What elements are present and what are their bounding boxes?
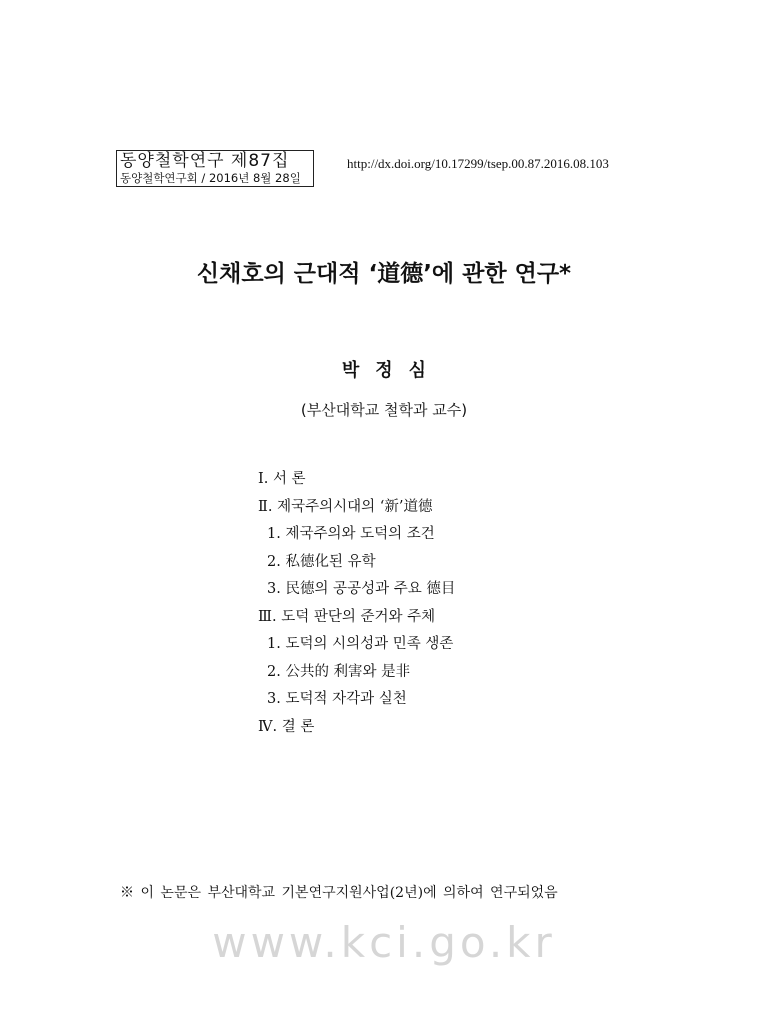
journal-info-box: [116, 150, 314, 187]
paper-title: 신채호의 근대적 ‘道德’에 관한 연구*: [196, 261, 572, 287]
watermark: www.kci.go.kr: [212, 918, 556, 967]
toc-item: Ⅱ. 제국주의시대의 ‘新’道德: [258, 498, 433, 515]
footnote: ※ 이 논문은 부산대학교 기본연구지원사업(2년)에 의하여 연구되었음: [120, 885, 558, 901]
journal-publisher-date: 동양철학연구회 / 2016년 8월 28일: [120, 170, 301, 185]
toc-item: Ⅳ. 결 론: [258, 718, 315, 735]
journal-name: 동양철학연구 제87집: [120, 151, 290, 171]
toc-item: Ⅲ. 도덕 판단의 준거와 주체: [258, 608, 436, 625]
toc-subitem: 1. 제국주의와 도덕의 조건: [267, 526, 435, 542]
author-name: 박정심: [341, 360, 443, 381]
toc-subitem: 1. 도덕의 시의성과 민족 생존: [267, 636, 454, 652]
author-affiliation: (부산대학교 철학과 교수): [300, 401, 468, 419]
toc-item: Ⅰ. 서 론: [258, 471, 306, 487]
table-of-contents: [258, 466, 455, 741]
doi-link[interactable]: http://dx.doi.org/10.17299/tsep.00.87.2016.08.103: [347, 156, 609, 171]
toc-subitem: 3. 民德의 공공성과 주요 德目: [267, 581, 456, 597]
toc-subitem: 2. 公共的 利害와 是非: [267, 663, 411, 680]
toc-subitem: 3. 도덕적 자각과 실천: [267, 691, 407, 707]
toc-subitem: 2. 私德化된 유학: [267, 553, 376, 570]
